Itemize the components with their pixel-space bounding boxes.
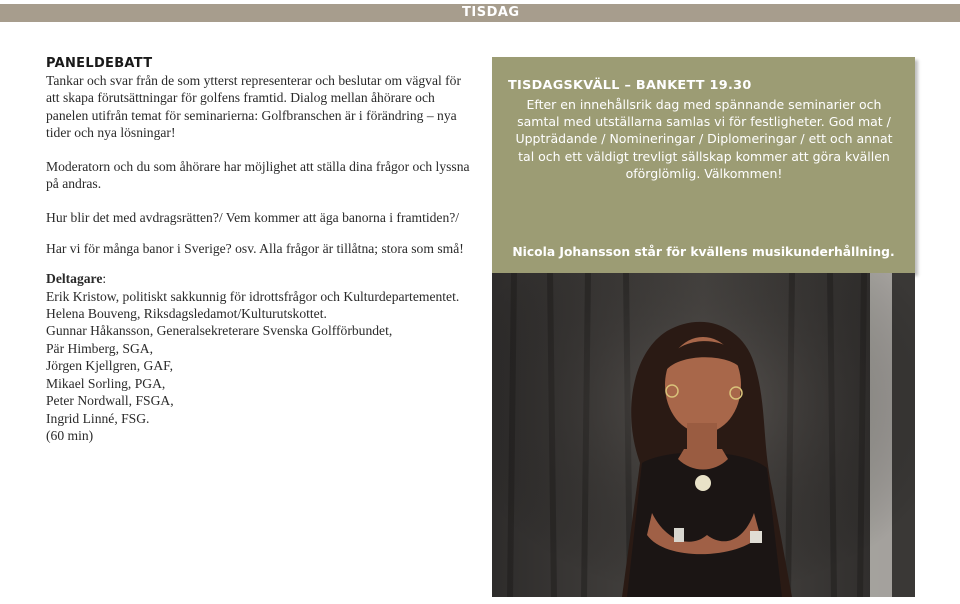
performer-illustration: [492, 273, 915, 597]
entertainment-note: Nicola Johansson står för kvällens musikunderhållning.: [512, 245, 895, 259]
participant-item: Mikael Sorling, PGA,: [46, 375, 166, 391]
panel-debate-section: [46, 56, 476, 444]
participants-list: [46, 288, 476, 445]
participant-item: Pär Himberg, SGA,: [46, 340, 153, 356]
participant-item: Jörgen Kjellgren, GAF,: [46, 358, 174, 374]
participant-item: Gunnar Håkansson, Generalsekreterare Svenska Golfförbundet,: [46, 323, 393, 339]
day-title: TISDAG: [462, 5, 520, 20]
participants-label: Deltagare: [46, 271, 103, 287]
panel-intro: Tankar och svar från de som ytterst representerar och beslutar om vägval för att skapa förutsättningar för golfens framtid. Dialog mellan åhörare och panelen utifrån temat för seminarierna: Golfbranschen är i förändring – nya tider och nya lösningar!: [46, 73, 462, 141]
participant-item: Ingrid Linné, FSG.: [46, 410, 150, 426]
banquet-box: [492, 57, 915, 273]
banquet-description: Efter en innehållsrik dag med spännande seminarier och samtal med utställarna samlas vi för festligheter. God mat / Uppträdande / Nomineringar / Diplomeringar / ett och annat tal och ett väldigt trevligt sällskap kommer att göra kvällen oförglömlig. Välkommen!: [515, 97, 893, 181]
banquet-title: TISDAGSKVÄLL – BANKETT 19.30: [508, 78, 752, 93]
day-header-bar: [0, 4, 960, 22]
panel-questions-2: Har vi för många banor i Sverige? osv. Alla frågor är tillåtna; stora som små!: [46, 240, 464, 256]
duration-note: (60 min): [46, 427, 94, 443]
panel-questions-1: Hur blir det med avdragsrätten?/ Vem kommer att äga banorna i framtiden?/: [46, 210, 460, 226]
participant-item: Helena Bouveng, Riksdagsledamot/Kulturutskottet.: [46, 306, 327, 322]
participant-item: Peter Nordwall, FSGA,: [46, 393, 174, 409]
participants-heading: [46, 270, 476, 287]
participant-item: Erik Kristow, politiskt sakkunnig för idrottsfrågor och Kulturdepartementet.: [46, 288, 460, 304]
panel-heading: PANELDEBATT: [46, 56, 153, 71]
performer-photo: [492, 273, 915, 597]
panel-moderator-text: Moderatorn och du som åhörare har möjlighet att ställa dina frågor och lyssna på andras.: [46, 158, 470, 192]
participants-colon: :: [102, 271, 107, 287]
